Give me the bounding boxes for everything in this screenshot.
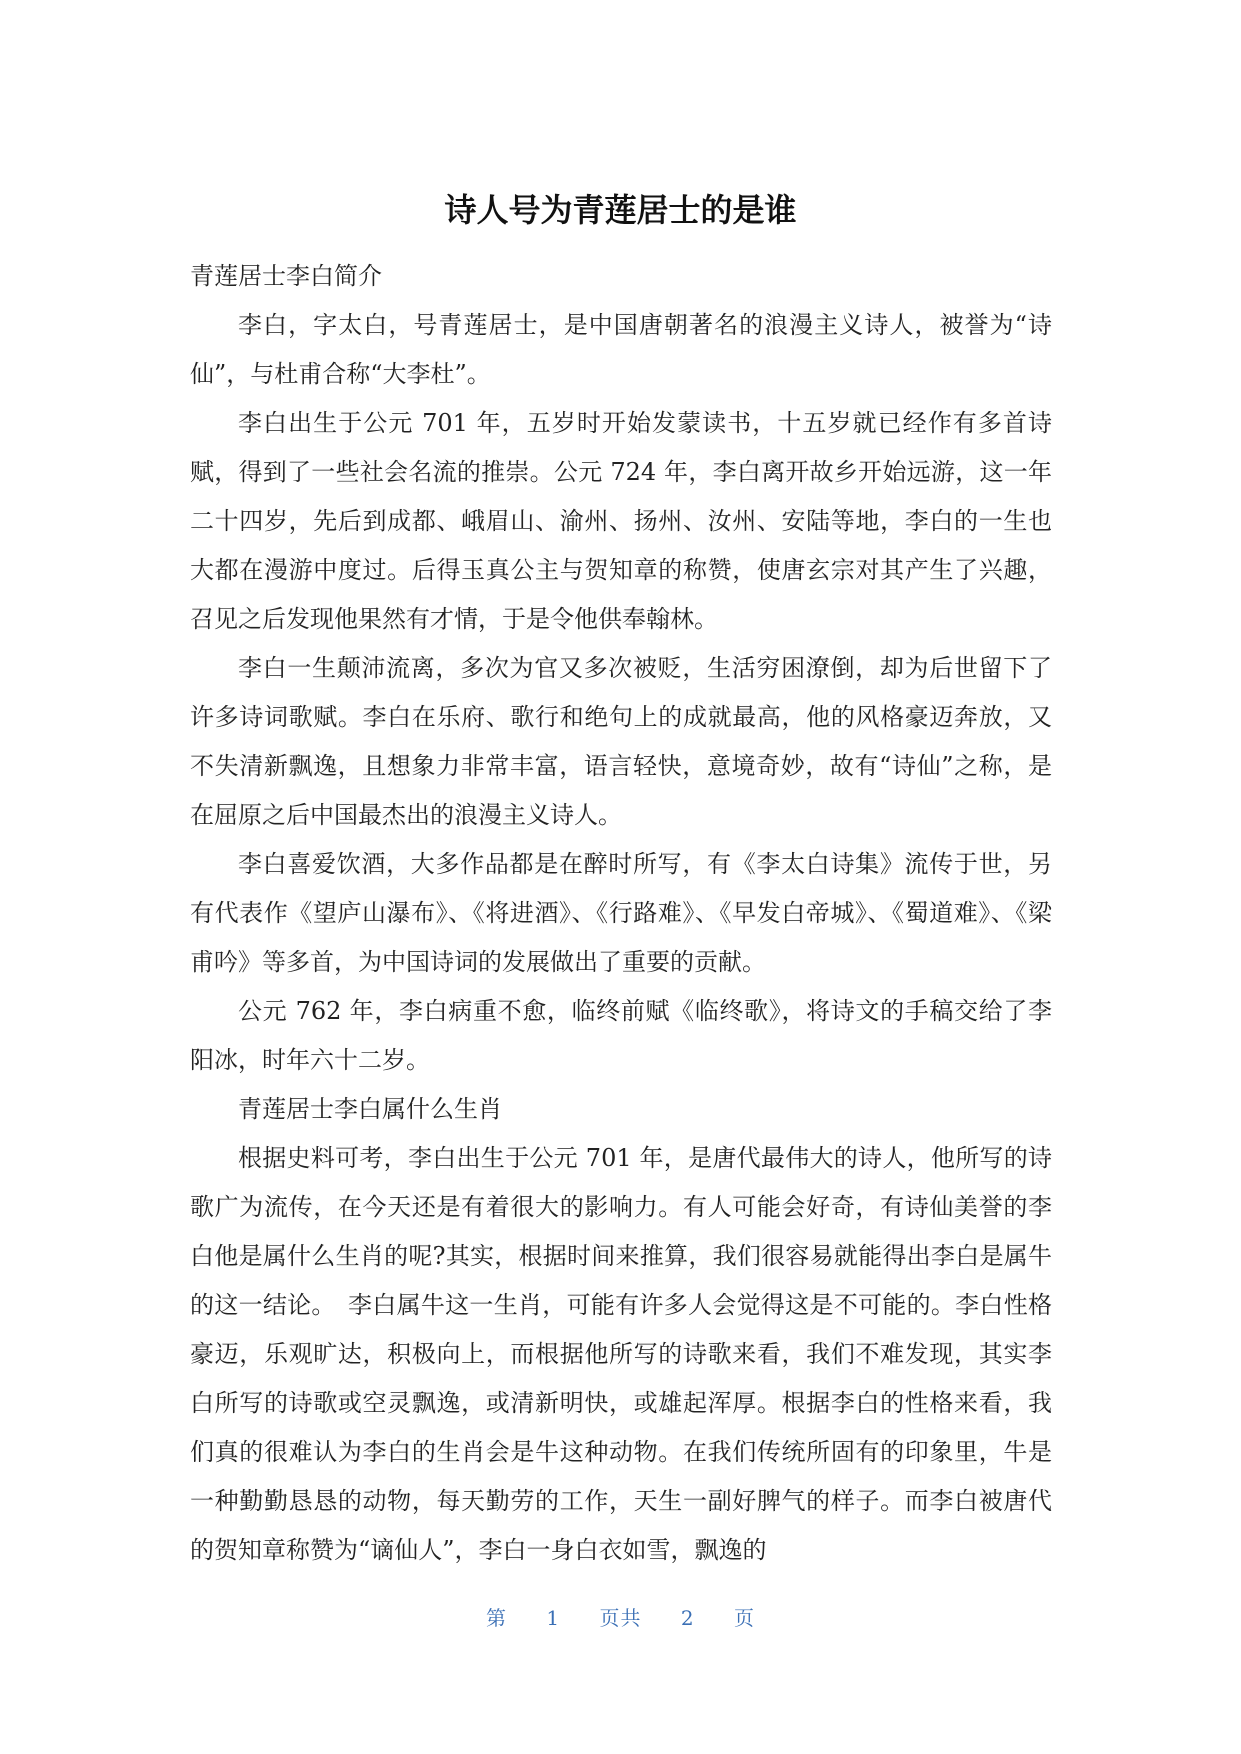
document-body bbox=[190, 252, 1052, 1575]
paragraph-2: 李白，字太白，号青莲居士，是中国唐朝著名的浪漫主义诗人，被誉为“诗仙”，与杜甫合称“大李杜”。 bbox=[190, 311, 1052, 388]
footer-total-pages: 2 bbox=[680, 1606, 695, 1630]
page-footer bbox=[0, 1604, 1241, 1632]
paragraph-4: 李白一生颠沛流离，多次为官又多次被贬，生活穷困潦倒，却为后世留下了许多诗词歌赋。李白在乐府、歌行和绝句上的成就最高，他的风格豪迈奔放，又不失清新飘逸，且想象力非常丰富，语言轻快，意境奇妙，故有“诗仙”之称，是在屈原之后中国最杰出的浪漫主义诗人。 bbox=[190, 654, 1052, 829]
paragraph-3: 李白出生于公元 701 年，五岁时开始发蒙读书，十五岁就已经作有多首诗赋，得到了一些社会名流的推崇。公元 724 年，李白离开故乡开始远游，这一年二十四岁，先后到成都、峨眉山、渝州、扬州、汝州、安陆等地，李白的一生也大都在漫游中度过。后得玉真公主与贺知章的称赞，使唐玄宗对其产生了兴趣，召见之后发现他果然有才情，于是令他供奉翰林。 bbox=[190, 409, 1052, 633]
section-heading-zodiac: 青莲居士李白属什么生肖 bbox=[238, 1095, 502, 1123]
paragraph-5: 李白喜爱饮酒，大多作品都是在醉时所写，有《李太白诗集》流传于世，另有代表作《望庐山瀑布》、《将进酒》、《行路难》、《早发白帝城》、《蜀道难》、《梁甫吟》等多首，为中国诗词的发展做出了重要的贡献。 bbox=[190, 850, 1052, 976]
footer-current-page: 1 bbox=[546, 1606, 561, 1630]
footer-label-end: 页 bbox=[733, 1606, 755, 1630]
paragraph-1: 青莲居士李白简介 bbox=[190, 262, 382, 290]
paragraph-6: 公元 762 年，李白病重不愈，临终前赋《临终歌》，将诗文的手稿交给了李阳冰，时年六十二岁。 bbox=[190, 997, 1052, 1074]
document-title: 诗人号为青莲居士的是谁 bbox=[444, 191, 797, 229]
footer-label-of: 页共 bbox=[599, 1606, 642, 1630]
paragraph-8: 根据史料可考，李白出生于公元 701 年，是唐代最伟大的诗人，他所写的诗歌广为流传，在今天还是有着很大的影响力。有人可能会好奇，有诗仙美誉的李白他是属什么生肖的呢?其实，根据时间来推算，我们很容易就能得出李白是属牛的这一结论。 李白属牛这一生肖，可能有许多人会觉得这是不可能的。李白性格豪迈，乐观旷达，积极向上，而根据他所写的诗歌来看，我们不难发现，其实李白所写的诗歌或空灵飘逸，或清新明快，或雄起浑厚。根据李白的性格来看，我们真的很难认为李白的生肖会是牛这种动物。在我们传统所固有的印象里，牛是一种勤勤恳恳的动物，每天勤劳的工作，天生一副好脾气的样子。而李白被唐代的贺知章称赞为“谪仙人”，李白一身白衣如雪，飘逸的 bbox=[190, 1144, 1052, 1564]
footer-label-page: 第 bbox=[486, 1606, 508, 1630]
